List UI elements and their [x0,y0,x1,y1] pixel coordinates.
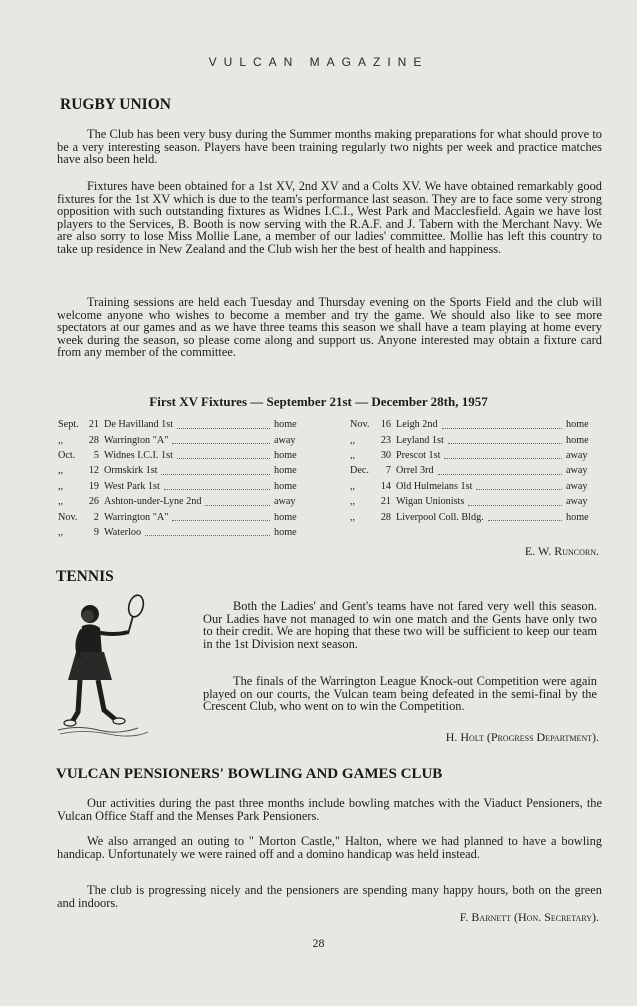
fixture-opponent: Wigan Unionists [396,496,465,508]
tennis-signature [446,730,599,745]
fixture-opponent: De Havilland 1st [104,419,174,431]
rugby-paragraph-2: Fixtures have been obtained for a 1st XV, 2nd XV and a Colts XV. We have obtained remarkably good fixtures for the 1st XV which is due to the team's performance last season. They are to face some very strong opposition with such outstanding fixtures as Widnes I.C.I., West Park and Macclesfield. Again we have lost players to the Services, B. Booth is now serving with the R.A.F. and J. Tabern with the Merchant Navy. We are also sorry to lose Miss Mollie Lane, a member of our ladies' committee. Mollie has left this country to take up residence in New Zealand and the Club wish her the best of health and happiness. [57,179,602,256]
bowling-paragraph-1: Our activities during the past three months include bowling matches with the Viaduct Pensioners, the Vulcan Office Staff and the Menses Park Pensioners. [57,796,602,823]
fixture-opponent: West Park 1st [104,480,160,492]
fixture-month: Nov. [350,419,370,431]
fixture-leader-dots [205,498,270,506]
fixture-leader-dots [468,498,562,506]
fixture-row [350,417,600,432]
fixture-opponent: Warrington "A" [104,434,169,446]
fixture-venue: home [274,526,297,538]
fixture-leader-dots [444,451,562,459]
fixture-row [350,494,600,509]
fixture-opponent: Old Hulmeians 1st [396,480,473,492]
fixtures-title: First XV Fixtures — September 21st — December 28th, 1957 [149,394,488,409]
fixture-venue: home [274,511,297,523]
fixture-venue: home [566,434,589,446]
fixture-opponent: Ormskirk 1st [104,465,158,477]
tennis-player-illustration [58,592,158,737]
fixture-row [350,432,600,447]
fixture-leader-dots [172,436,270,444]
fixture-day: 28 [88,434,99,446]
fixtures-right-column [350,417,600,525]
fixture-day: 16 [380,419,391,431]
fixture-leader-dots [448,436,562,444]
fixture-month: ,, [58,434,64,446]
fixture-day: 7 [385,465,391,477]
fixture-month: ,, [350,449,356,461]
fixture-row [58,509,308,524]
bowling-heading: VULCAN PENSIONERS' BOWLING AND GAMES CLUB [56,766,443,782]
fixture-leader-dots [442,421,562,429]
fixture-venue: away [566,465,588,477]
fixture-row [350,463,600,478]
bowling-paragraph-2: We also arranged an outing to " Morton Castle," Halton, where we had planned to have a bowling handicap. Unfortunately we were rained off and a domino handicap was held instead. [57,834,602,861]
fixture-row [58,479,308,494]
bowling-signature: F. Barnett (Hon. Secretary). [459,910,599,924]
fixture-leader-dots [164,482,270,490]
fixture-day: 23 [380,434,391,446]
fixture-venue: home [274,449,297,461]
fixture-leader-dots [161,467,270,475]
rugby-heading: RUGBY UNION [60,96,171,113]
fixture-month: ,, [350,434,356,446]
fixture-venue: away [274,434,296,446]
rugby-signature: E. W. Runcorn. [524,544,599,558]
fixture-month: ,, [58,526,64,538]
fixture-venue: home [274,465,297,477]
fixture-day: 19 [88,480,99,492]
fixture-venue: home [566,419,589,431]
fixture-opponent: Widnes I.C.I. 1st [104,449,173,461]
fixture-day: 21 [380,496,391,508]
fixture-venue: away [566,480,588,492]
fixture-opponent: Prescot 1st [396,449,441,461]
fixture-month: Dec. [350,465,369,477]
fixture-month: Oct. [58,449,76,461]
fixture-day: 12 [88,465,99,477]
fixture-row [58,494,308,509]
fixture-venue: away [274,496,296,508]
tennis-paragraph-1: Both the Ladies' and Gent's teams have not fared very well this season. Our Ladies have not managed to win one match and the Gents have only two to their credit. We are hoping that these two will be sufficient to keep our team in the 1st Division next season. [203,599,597,651]
fixture-day: 14 [380,480,391,492]
fixture-opponent: Warrington "A" [104,511,169,523]
fixture-row [58,463,308,478]
page-number: 28 [312,936,325,950]
fixture-leader-dots [145,528,270,536]
fixture-opponent: Waterloo [104,526,142,538]
tennis-signature-text: H. Holt (Progress Department). [445,730,599,744]
fixture-leader-dots [476,482,562,490]
fixture-venue: home [274,480,297,492]
fixture-month: Sept. [58,419,79,431]
fixture-venue: away [566,496,588,508]
fixture-month: ,, [58,496,64,508]
fixture-row [350,479,600,494]
fixture-day: 30 [380,449,391,461]
fixture-month: ,, [58,465,64,477]
fixture-opponent: Leigh 2nd [396,419,438,431]
fixture-row [350,448,600,463]
fixture-day: 9 [93,526,99,538]
fixture-leader-dots [177,451,270,459]
fixture-venue: home [274,419,297,431]
fixture-opponent: Orrel 3rd [396,465,434,477]
fixture-opponent: Ashton-under-Lyne 2nd [104,496,202,508]
fixture-leader-dots [438,467,562,475]
fixture-day: 5 [93,449,99,461]
fixture-leader-dots [172,513,270,521]
fixture-row [350,509,600,524]
fixture-venue: away [566,449,588,461]
rugby-paragraph-1: The Club has been very busy during the Summer months making preparations for what should prove to be a very interesting season. Players have been training regularly two nights per week and practice matches have also been held. [57,127,602,167]
tennis-heading: TENNIS [56,568,114,585]
rugby-paragraph-3: Training sessions are held each Tuesday and Thursday evening on the Sports Field and the club will welcome anyone who wishes to become a member and try the game. We should also like to see more spectators at our games and as we have three teams this season we shall have a team playing at home every week during the season, so please come along and support us. Anyone interested may obtain a fixture card from any member of the committee. [57,295,602,360]
fixture-leader-dots [177,421,270,429]
fixture-row [58,432,308,447]
fixture-leader-dots [488,513,562,521]
bowling-paragraph-3: The club is progressing nicely and the pensioners are spending many happy hours, both on the green and indoors. [57,883,602,910]
fixture-row [58,417,308,432]
tennis-paragraph-2: The finals of the Warrington League Knock-out Competition were again played on our courts, the Vulcan team being defeated in the semi-final by the Crescent Club, who went on to win the Competition. [203,674,597,714]
fixture-venue: home [566,511,589,523]
fixture-month: ,, [58,480,64,492]
fixture-day: 21 [88,419,99,431]
fixture-day: 2 [93,511,99,523]
fixture-opponent: Liverpool Coll. Bldg. [396,511,484,523]
fixture-month: ,, [350,480,356,492]
fixture-row [58,525,308,540]
fixture-day: 26 [88,496,99,508]
masthead: VULCAN MAGAZINE [208,55,429,69]
fixture-row [58,448,308,463]
fixture-month: ,, [350,496,356,508]
fixture-day: 28 [380,511,391,523]
fixture-month: ,, [350,511,356,523]
fixture-opponent: Leyland 1st [396,434,444,446]
fixtures-left-column [58,417,308,540]
fixture-month: Nov. [58,511,78,523]
